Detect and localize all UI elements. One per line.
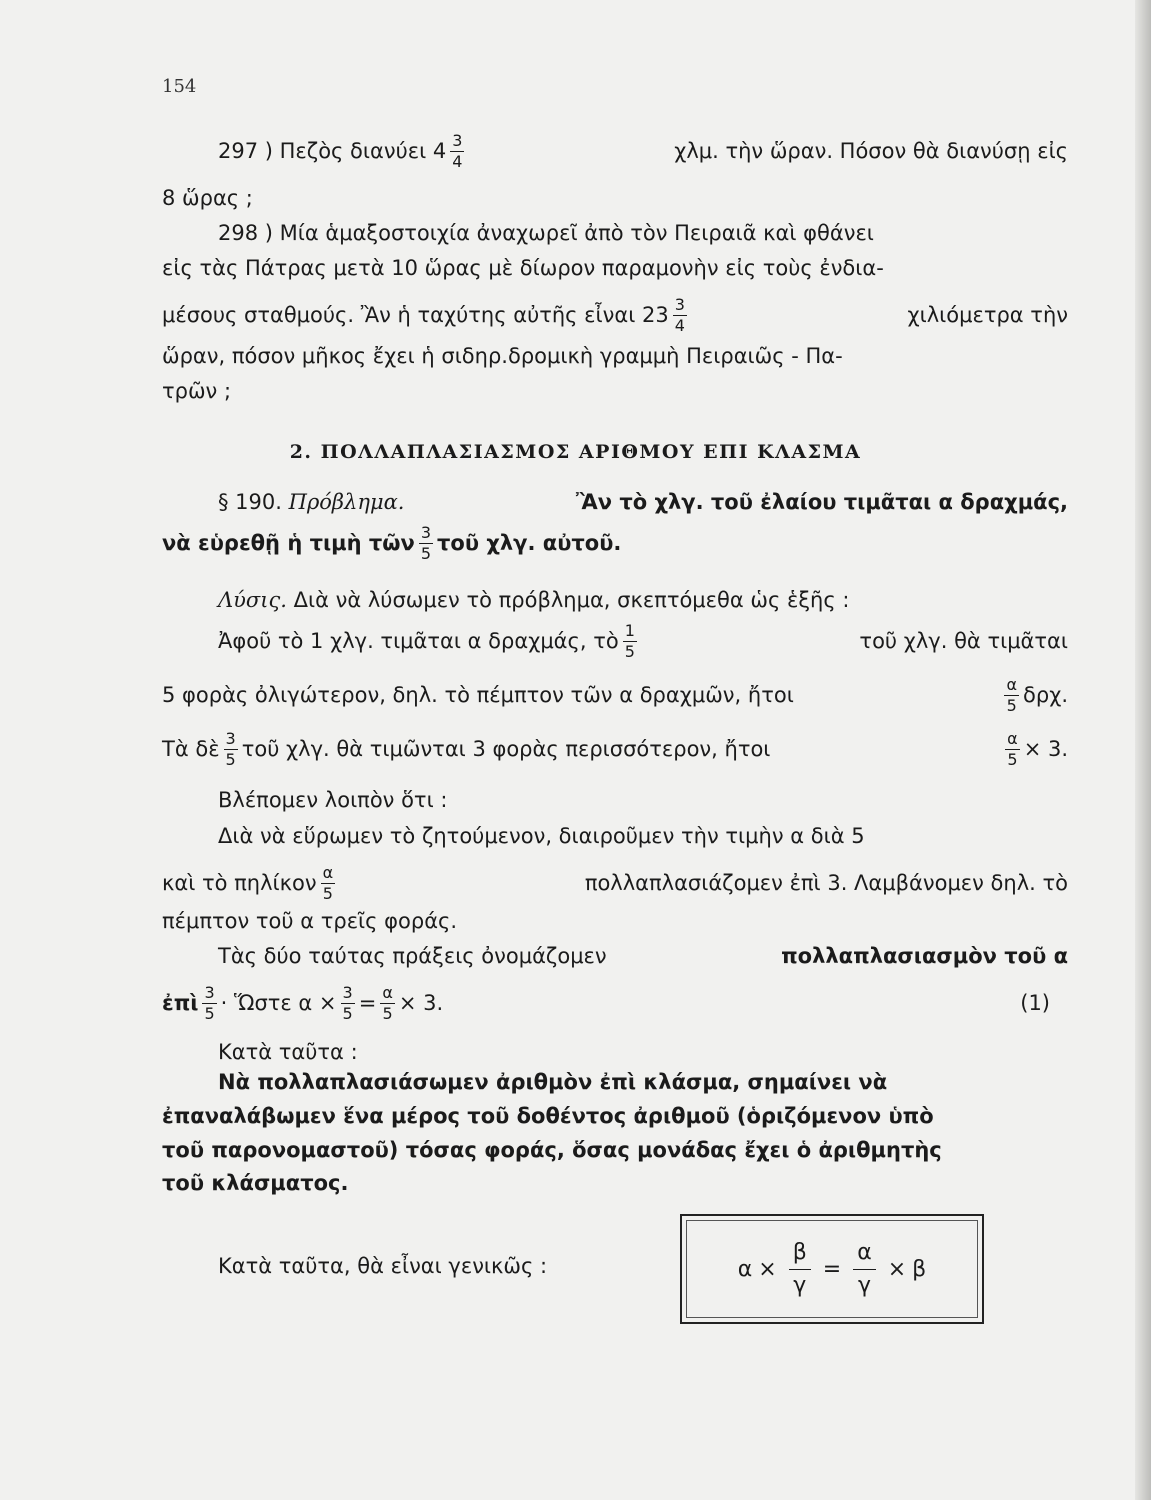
fraction-a-5: $\frac{\alpha}{5}$ <box>1007 729 1018 770</box>
p298-line-4: ὥραν, πόσον μῆκος ἔχει ἡ σιδηρ.δρομικὴ γραμμὴ Πειραιῶς - Πα- <box>162 344 843 368</box>
fraction-1-5: $\frac{1}{5}$ <box>624 621 635 662</box>
p297-text-a: 297 ) Πεζὸς διανύει 4 <box>218 138 447 163</box>
fraction-a-5: $\frac{\alpha}{5}$ <box>322 863 334 904</box>
s190-line-1 <box>162 492 1068 513</box>
p297-text-b: χλμ. τὴν ὥραν. Πόσον θὰ διανύσῃ εἰς <box>674 139 1068 164</box>
solution-line-10: ἐπὶ $\frac{3}{5}$ · Ὥστε α × $\frac{3}{5}$ = $\frac{\alpha}{5}$ × 3. (1) <box>162 983 1050 1024</box>
page-number: 154 <box>162 76 197 97</box>
p298-line-3: μέσους σταθμούς. Ἂν ἡ ταχύτης αὐτῆς εἶναι 23 $\frac{3}{4}$ χιλιόμετρα τὴν <box>162 295 1068 336</box>
fraction-a-5: $\frac{\alpha}{5}$ <box>1006 675 1018 716</box>
s190-line-2: νὰ εὑρεθῇ ἡ τιμὴ τῶν $\frac{3}{5}$ τοῦ χλγ. αὐτοῦ. <box>162 523 622 564</box>
problem-label: Πρόβλημα. <box>288 490 405 514</box>
solution-line-9: Τὰς δύο ταύτας πράξεις ὀνομάζομεν πολλαπλασιασμὸν τοῦ α <box>218 944 1068 968</box>
section-sign: § 190. <box>218 490 282 514</box>
p298-line-5: τρῶν ; <box>162 379 232 403</box>
solution-line-1: Λύσις. Διὰ νὰ λύσωμεν τὸ πρόβλημα, σκεπτόμεθα ὡς ἑξῆς : <box>218 588 850 612</box>
fraction-alpha-gamma: $\frac{\alpha}{\gamma}$ <box>853 1239 876 1299</box>
rule-line-1: Νὰ πολλαπλασιάσωμεν ἀριθμὸν ἐπὶ κλάσμα, σημαίνει νὰ <box>218 1070 888 1094</box>
rule-line-2: ἐπαναλάβωμεν ἕνα μέρος τοῦ δοθέντος ἀριθμοῦ (ὁριζόμενον ὑπὸ <box>162 1104 934 1128</box>
solution-line-2: Ἀφοῦ τὸ 1 χλγ. τιμᾶται α δραχμάς, τὸ $\frac{1}{5}$ τοῦ χλγ. θὰ τιμᾶται <box>218 621 1068 662</box>
solution-line-8: πέμπτον τοῦ α τρεῖς φοράς. <box>162 909 458 933</box>
p298-line-1: 298 ) Μία ἁμαξοστοιχία ἀναχωρεῖ ἀπὸ τὸν Πειραιᾶ καὶ φθάνει <box>218 221 874 245</box>
p298-line-2: εἰς τὰς Πάτρας μετὰ 10 ὥρας μὲ δίωρον παραμονὴν εἰς τοὺς ἐνδια- <box>162 256 884 280</box>
solution-line-6: Διὰ νὰ εὕρωμεν τὸ ζητούμενον, διαιροῦμεν τὴν τιμὴν α διὰ 5 <box>218 824 865 848</box>
section-heading: 2. ΠΟΛΛΑΠΛΑΣΙΑΣΜΟΣ ΑΡΙΘΜΟΥ ΕΠΙ ΚΛΑΣΜΑ <box>289 441 862 463</box>
p297-line-2: 8 ὥρας ; <box>162 186 253 210</box>
problem-statement-1: Ἂν τὸ χλγ. τοῦ ἐλαίου τιμᾶται α δραχμάς, <box>575 490 1068 514</box>
solution-line-11: Κατὰ ταῦτα : <box>218 1040 358 1064</box>
solution-line-4: Τὰ δὲ $\frac{3}{5}$ τοῦ χλγ. θὰ τιμῶνται 3 φορὰς περισσότερον, ἤτοι $\frac{\alpha}{5}$ × 3. <box>162 729 1068 770</box>
fraction-3-5: $\frac{3}{5}$ <box>420 523 432 564</box>
general-formula-box: α × $\frac{\beta}{\gamma}$ = $\frac{\alpha}{\gamma}$ × β <box>680 1214 984 1324</box>
solution-line-3: 5 φορὰς ὀλιγώτερον, δηλ. τὸ πέμπτον τῶν α δραχμῶν, ἤτοι $\frac{\alpha}{5}$ δρχ. <box>162 675 1068 716</box>
solution-label: Λύσις. <box>218 588 287 612</box>
fraction-3-4: $\frac{3}{4}$ <box>674 295 685 336</box>
fraction-3-4: $\frac{3}{4}$ <box>452 131 463 172</box>
page-spine-shadow <box>1135 0 1151 1500</box>
rule-line-3: τοῦ παρονομαστοῦ) τόσας φοράς, ὅσας μονάδας ἔχει ὁ ἀριθμητὴς <box>162 1138 942 1162</box>
p297-line-1 <box>162 132 1068 172</box>
term-multiplication: πολλαπλασιασμὸν τοῦ α <box>781 944 1068 968</box>
fraction-3-5: $\frac{3}{5}$ <box>225 729 236 770</box>
solution-line-7: καὶ τὸ πηλίκον $\frac{\alpha}{5}$ πολλαπλασιάζομεν ἐπὶ 3. Λαμβάνομεν δηλ. τὸ <box>162 863 1068 904</box>
fraction-3-5: $\frac{3}{5}$ <box>204 983 215 1024</box>
rule-line-4: τοῦ κλάσματος. <box>162 1171 349 1195</box>
solution-line-5: Βλέπομεν λοιπὸν ὅτι : <box>218 788 448 812</box>
equation-number: (1) <box>1020 991 1050 1016</box>
general-label: Κατὰ ταῦτα, θὰ εἶναι γενικῶς : <box>218 1254 548 1278</box>
fraction-3-5: $\frac{3}{5}$ <box>342 983 353 1024</box>
fraction-a-5: $\frac{\alpha}{5}$ <box>382 983 393 1024</box>
fraction-beta-gamma: $\frac{\beta}{\gamma}$ <box>789 1239 811 1299</box>
